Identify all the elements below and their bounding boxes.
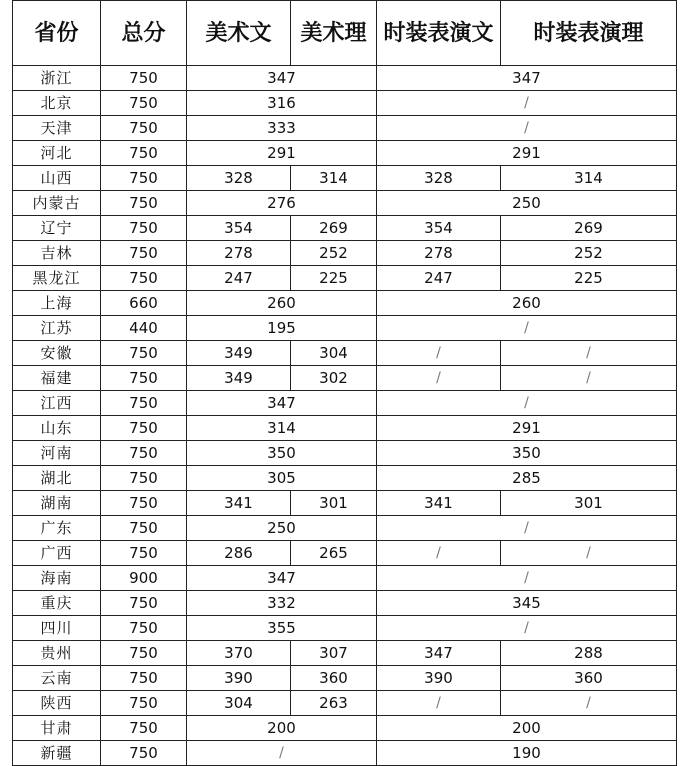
- score-cell: 341: [187, 491, 291, 516]
- score-cell: 291: [377, 141, 677, 166]
- score-cell: 314: [501, 166, 677, 191]
- province-cell: 重庆: [13, 591, 101, 616]
- table-row: [13, 666, 677, 691]
- table-row: [13, 116, 677, 141]
- score-cell: 332: [187, 591, 377, 616]
- score-cell: 390: [377, 666, 501, 691]
- province-cell: 四川: [13, 616, 101, 641]
- score-cell: 328: [187, 166, 291, 191]
- score-cell: 250: [377, 191, 677, 216]
- score-cell: 350: [377, 441, 677, 466]
- score-cell: 291: [187, 141, 377, 166]
- score-cell: 347: [377, 66, 677, 91]
- table-row: [13, 266, 677, 291]
- table-row: [13, 316, 677, 341]
- total-score-cell: 750: [101, 216, 187, 241]
- score-cell: 390: [187, 666, 291, 691]
- total-score-cell: 750: [101, 616, 187, 641]
- score-cell: 301: [501, 491, 677, 516]
- score-cell: 305: [187, 466, 377, 491]
- score-cell: 360: [501, 666, 677, 691]
- score-cell: 307: [291, 641, 377, 666]
- not-applicable-cell: /: [501, 366, 677, 391]
- score-cell: 195: [187, 316, 377, 341]
- table-row: [13, 541, 677, 566]
- province-cell: 广西: [13, 541, 101, 566]
- total-score-cell: 750: [101, 416, 187, 441]
- not-applicable-cell: /: [501, 341, 677, 366]
- total-score-cell: 750: [101, 591, 187, 616]
- table-row: [13, 91, 677, 116]
- score-cell: 291: [377, 416, 677, 441]
- table-row: [13, 466, 677, 491]
- score-cell: 304: [187, 691, 291, 716]
- score-cell: 314: [187, 416, 377, 441]
- province-cell: 安徽: [13, 341, 101, 366]
- province-cell: 山东: [13, 416, 101, 441]
- table-row: [13, 716, 677, 741]
- table-row: [13, 166, 677, 191]
- score-cell: 265: [291, 541, 377, 566]
- total-score-cell: 750: [101, 741, 187, 766]
- total-score-cell: 750: [101, 191, 187, 216]
- total-score-cell: 750: [101, 66, 187, 91]
- score-cell: 347: [187, 66, 377, 91]
- total-score-cell: 750: [101, 91, 187, 116]
- total-score-cell: 750: [101, 341, 187, 366]
- total-score-cell: 440: [101, 316, 187, 341]
- score-cell: 347: [187, 391, 377, 416]
- province-cell: 江西: [13, 391, 101, 416]
- table-row: [13, 191, 677, 216]
- not-applicable-cell: /: [377, 91, 677, 116]
- score-cell: 349: [187, 366, 291, 391]
- score-cell: 288: [501, 641, 677, 666]
- table-row: [13, 741, 677, 766]
- score-cell: 316: [187, 91, 377, 116]
- score-cell: 247: [187, 266, 291, 291]
- score-cell: 260: [187, 291, 377, 316]
- total-score-cell: 900: [101, 566, 187, 591]
- table-row: [13, 691, 677, 716]
- province-cell: 山西: [13, 166, 101, 191]
- table-row: [13, 66, 677, 91]
- score-cell: 304: [291, 341, 377, 366]
- score-cell: 263: [291, 691, 377, 716]
- total-score-cell: 750: [101, 541, 187, 566]
- score-cell: 285: [377, 466, 677, 491]
- header-province: 省份: [13, 1, 101, 66]
- not-applicable-cell: /: [501, 541, 677, 566]
- table-row: [13, 641, 677, 666]
- total-score-cell: 750: [101, 116, 187, 141]
- score-cell: 250: [187, 516, 377, 541]
- not-applicable-cell: /: [377, 316, 677, 341]
- score-cell: 314: [291, 166, 377, 191]
- score-cell: 200: [187, 716, 377, 741]
- header-total: 总分: [101, 1, 187, 66]
- table-row: [13, 566, 677, 591]
- score-table: [12, 0, 677, 766]
- table-row: [13, 491, 677, 516]
- not-applicable-cell: /: [377, 541, 501, 566]
- total-score-cell: 750: [101, 691, 187, 716]
- province-cell: 广东: [13, 516, 101, 541]
- score-cell: 276: [187, 191, 377, 216]
- score-cell: 302: [291, 366, 377, 391]
- score-cell: 350: [187, 441, 377, 466]
- province-cell: 天津: [13, 116, 101, 141]
- total-score-cell: 750: [101, 466, 187, 491]
- province-cell: 北京: [13, 91, 101, 116]
- province-cell: 浙江: [13, 66, 101, 91]
- score-cell: 349: [187, 341, 291, 366]
- score-cell: 190: [377, 741, 677, 766]
- province-cell: 内蒙古: [13, 191, 101, 216]
- province-cell: 贵州: [13, 641, 101, 666]
- score-cell: 252: [291, 241, 377, 266]
- province-cell: 甘肃: [13, 716, 101, 741]
- province-cell: 湖南: [13, 491, 101, 516]
- header-row: [13, 1, 677, 66]
- table-row: [13, 241, 677, 266]
- table-body: [13, 66, 677, 766]
- score-cell: 354: [187, 216, 291, 241]
- not-applicable-cell: /: [377, 391, 677, 416]
- not-applicable-cell: /: [377, 616, 677, 641]
- not-applicable-cell: /: [377, 116, 677, 141]
- not-applicable-cell: /: [377, 366, 501, 391]
- score-cell: 333: [187, 116, 377, 141]
- province-cell: 陕西: [13, 691, 101, 716]
- score-cell: 347: [377, 641, 501, 666]
- total-score-cell: 750: [101, 366, 187, 391]
- province-cell: 新疆: [13, 741, 101, 766]
- total-score-cell: 750: [101, 641, 187, 666]
- not-applicable-cell: /: [377, 566, 677, 591]
- table-row: [13, 516, 677, 541]
- table-row: [13, 616, 677, 641]
- score-cell: 355: [187, 616, 377, 641]
- score-cell: 200: [377, 716, 677, 741]
- total-score-cell: 750: [101, 491, 187, 516]
- header-art-humanities: 美术文: [187, 1, 291, 66]
- province-cell: 湖北: [13, 466, 101, 491]
- province-cell: 河南: [13, 441, 101, 466]
- province-cell: 黑龙江: [13, 266, 101, 291]
- score-cell: 347: [187, 566, 377, 591]
- score-cell: 278: [377, 241, 501, 266]
- score-cell: 328: [377, 166, 501, 191]
- not-applicable-cell: /: [187, 741, 377, 766]
- score-cell: 252: [501, 241, 677, 266]
- province-cell: 云南: [13, 666, 101, 691]
- total-score-cell: 750: [101, 266, 187, 291]
- table-row: [13, 416, 677, 441]
- total-score-cell: 750: [101, 441, 187, 466]
- province-cell: 吉林: [13, 241, 101, 266]
- table-row: [13, 591, 677, 616]
- score-table-container: [12, 0, 676, 766]
- table-header: [13, 1, 677, 66]
- province-cell: 海南: [13, 566, 101, 591]
- score-cell: 301: [291, 491, 377, 516]
- table-row: [13, 441, 677, 466]
- total-score-cell: 750: [101, 716, 187, 741]
- header-art-science: 美术理: [291, 1, 377, 66]
- province-cell: 辽宁: [13, 216, 101, 241]
- not-applicable-cell: /: [501, 691, 677, 716]
- total-score-cell: 750: [101, 166, 187, 191]
- header-fashion-humanities: 时装表演文: [377, 1, 501, 66]
- total-score-cell: 750: [101, 391, 187, 416]
- total-score-cell: 750: [101, 516, 187, 541]
- total-score-cell: 750: [101, 141, 187, 166]
- table-row: [13, 291, 677, 316]
- score-cell: 345: [377, 591, 677, 616]
- not-applicable-cell: /: [377, 341, 501, 366]
- province-cell: 河北: [13, 141, 101, 166]
- total-score-cell: 660: [101, 291, 187, 316]
- score-cell: 341: [377, 491, 501, 516]
- table-row: [13, 141, 677, 166]
- score-cell: 370: [187, 641, 291, 666]
- score-cell: 247: [377, 266, 501, 291]
- score-cell: 269: [291, 216, 377, 241]
- score-cell: 278: [187, 241, 291, 266]
- score-cell: 225: [291, 266, 377, 291]
- table-row: [13, 341, 677, 366]
- province-cell: 福建: [13, 366, 101, 391]
- table-row: [13, 391, 677, 416]
- score-cell: 354: [377, 216, 501, 241]
- total-score-cell: 750: [101, 666, 187, 691]
- score-cell: 260: [377, 291, 677, 316]
- not-applicable-cell: /: [377, 691, 501, 716]
- score-cell: 286: [187, 541, 291, 566]
- total-score-cell: 750: [101, 241, 187, 266]
- score-cell: 360: [291, 666, 377, 691]
- province-cell: 江苏: [13, 316, 101, 341]
- province-cell: 上海: [13, 291, 101, 316]
- header-fashion-science: 时装表演理: [501, 1, 677, 66]
- table-row: [13, 366, 677, 391]
- score-cell: 225: [501, 266, 677, 291]
- not-applicable-cell: /: [377, 516, 677, 541]
- table-row: [13, 216, 677, 241]
- score-cell: 269: [501, 216, 677, 241]
